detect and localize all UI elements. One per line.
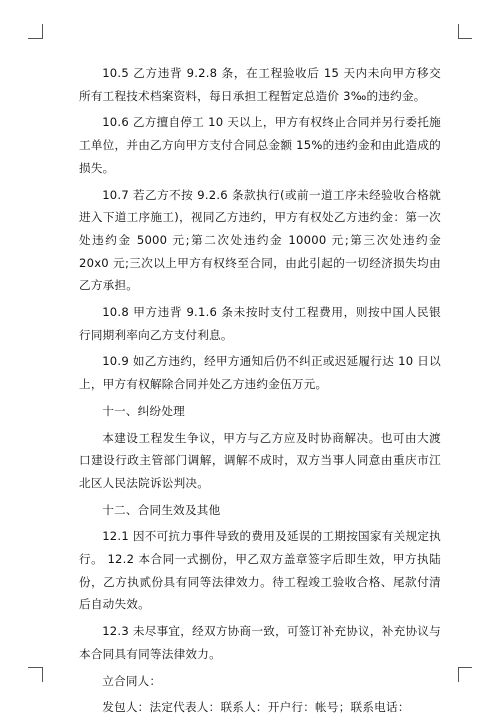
- clause-10-8: 10.8 甲方违背 9.1.6 条未按时支付工程费用，则按中国人民银行同期利率向乙方支付利息。: [79, 305, 441, 342]
- section-heading-dispute: 十一、纠纷处理: [102, 403, 185, 418]
- clause-10-9: 10.9 如乙方违约，经甲方通知后仍不纠正或迟延履行达 10 日以上，甲方有权解除合同并处乙方违约金伍万元。: [79, 354, 441, 392]
- clause-10-5: 10.5 乙方违背 9.2.8 条，在工程验收后 15 天内未向甲方移交所有工程技术档案资料，每日承担工程暂定总造价 3‰的违约金。: [79, 66, 441, 103]
- dispute-resolution-text: 本建设工程发生争议，甲方与乙方应及时协商解决。也可由大渡口建设行政主管部门调解，调解不成时，双方当事人同意由重庆市江北区人民法院诉讼判决。: [79, 430, 441, 490]
- clause-12-1-12-2: 12.1 因不可抗力事件导致的费用及延误的工期按国家有关规定执行。 12.2 本合同一式捌份，甲乙双方盖章签字后即生效，甲方执陆份，乙方执贰份具有同等法律效力。待工程竣工验收合格、尾款付清后自动失效。: [79, 529, 441, 612]
- clause-10-6: 10.6 乙方擅自停工 10 天以上，甲方有权终止合同并另行委托施工单位，并由乙方向甲方支付合同总金额 15%的违约金和由此造成的损失。: [79, 115, 441, 175]
- employer-info-line: 发包人：法定代表人：联系人：开户行：帐号；联系电话：: [102, 700, 410, 715]
- clause-10-7: 10.7 若乙方不按 9.2.6 条款执行(或前一道工序未经验收合格就进入下道工序施工)，视同乙方违约，甲方有权处乙方违约金：第一次处违约金 5000 元;第二次处违约金 10000 元;第三次处违约金 20x0 元;三次以上甲方有权终至合同，由此引起的一切经济损失均由乙方承担。: [79, 187, 441, 293]
- document-body: [79, 62, 441, 723]
- signatories-label: 立合同人：: [102, 673, 162, 688]
- section-heading-effectiveness: 十二、合同生效及其他: [102, 502, 221, 517]
- clause-12-3: 12.3 未尽事宜，经双方协商一致，可签订补充协议，补充协议与本合同具有同等法律效力。: [79, 624, 441, 661]
